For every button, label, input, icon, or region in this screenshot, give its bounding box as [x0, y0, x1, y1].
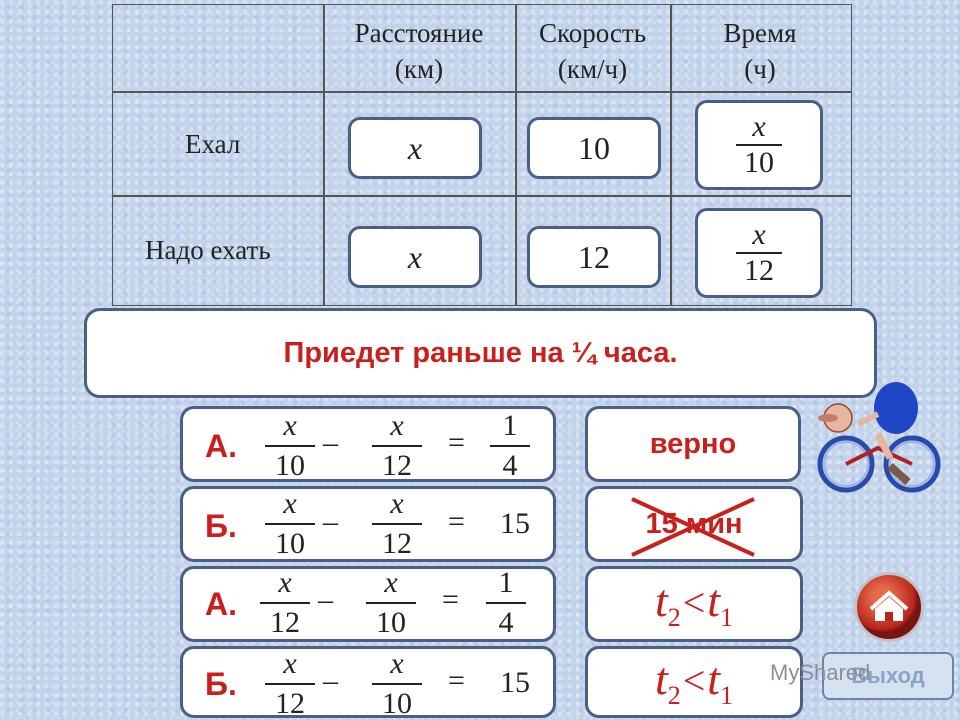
equals-sign: = [448, 664, 465, 697]
fraction: x 12 [372, 488, 422, 560]
option-letter: Б. [205, 508, 237, 544]
result-value: 15 [500, 666, 530, 699]
minus-sign: – [323, 505, 338, 538]
fraction: x 10 [366, 567, 416, 639]
answer-15-min: 15 мин [645, 507, 743, 540]
cell-time-2: x 12 [695, 208, 823, 298]
cyclist-illustration [798, 378, 948, 503]
option-letter: А. [205, 428, 237, 464]
row-label-drove: Ехал [185, 129, 241, 159]
cell-distance-2: x [348, 226, 482, 288]
header-speed: Скорость (км/ч) [538, 18, 647, 84]
fraction: x 12 [265, 648, 315, 720]
fraction: x 10 [265, 410, 315, 482]
equals-sign: = [448, 505, 465, 538]
minus-sign: – [323, 664, 338, 697]
watermark: MyShared [770, 660, 871, 685]
equals-sign: = [448, 426, 465, 459]
home-button[interactable] [854, 572, 924, 642]
cell-speed-2: 12 [527, 226, 661, 288]
minus-sign: – [318, 583, 333, 616]
fraction: x 10 [265, 488, 315, 560]
option-letter: А. [205, 586, 237, 622]
cell-distance-1: x [348, 117, 482, 179]
minus-sign: – [323, 426, 338, 459]
fraction: 1 4 [490, 410, 530, 482]
exit-button[interactable]: Выход [822, 652, 954, 700]
header-distance: Расстояние (км) [354, 18, 484, 84]
result-value: 15 [500, 507, 530, 540]
answer-correct[interactable]: верно [585, 406, 801, 482]
home-icon [857, 575, 921, 639]
answer-t2-lt-t1-a[interactable]: $t_2<t_1$ [585, 566, 803, 642]
condition-banner: Приедет раньше на ¼ часа. [84, 308, 877, 398]
fraction: x 10 [372, 648, 422, 720]
answer-t2-lt-t1-b[interactable]: $t_2<t_1$ [585, 646, 803, 718]
fraction: 1 4 [486, 567, 526, 639]
answer-15-min-crossed[interactable] [585, 486, 803, 562]
cross-out-icon [628, 495, 758, 559]
cell-speed-1: 10 [527, 117, 661, 179]
fraction: x 12 [372, 410, 422, 482]
equals-sign: = [442, 583, 459, 616]
row-label-need-drive: Надо ехать [145, 235, 271, 265]
option-letter: Б. [205, 666, 237, 702]
cell-time-1: x 10 [695, 100, 823, 190]
fraction: x 12 [260, 567, 310, 639]
header-time: Время (ч) [723, 18, 797, 84]
